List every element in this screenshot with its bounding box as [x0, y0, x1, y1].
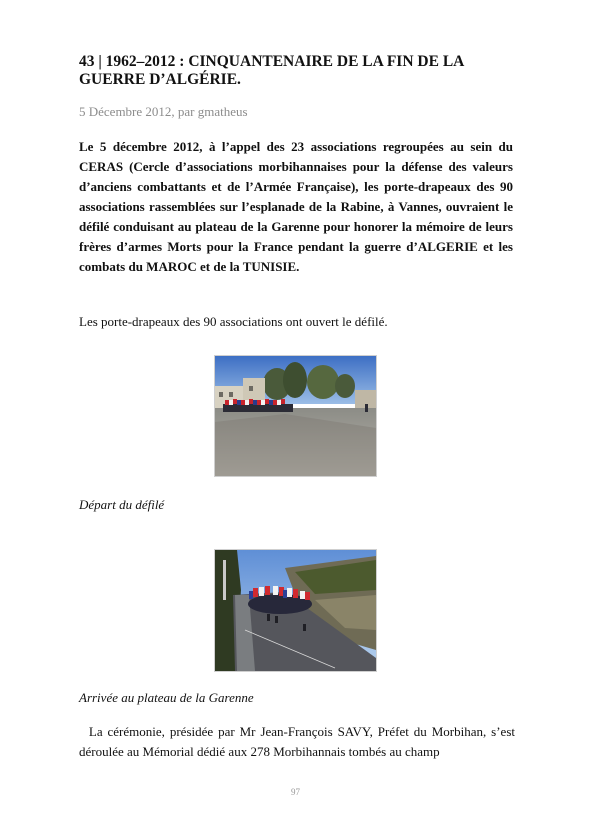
article-paragraph-2 — [79, 722, 515, 762]
article-lead-paragraph: Le 5 décembre 2012, à l’appel des 23 associations regroupées au sein du CERAS (Cercle d’associations morbihannaises pour la défense des valeurs d’anciens combattants et de l’Armée Française), les porte-drapeaux des 90 associations rassemblées sur l’esplanade de la Rabine, à Vannes, ouvraient le défilé conduisant au plateau de la Garenne pour honorer la mémoire de leurs frères d’armes Morts pour la France pendant la guerre d’ALGERIE et les combats du MAROC et de la TUNISIE. — [79, 139, 513, 274]
parade-arrival-photo — [214, 549, 377, 672]
photo-caption-departure: Départ du défilé — [79, 497, 165, 512]
article-title: 43 | 1962–2012 : CINQUANTENAIRE DE LA FIN DE LA GUERRE D’ALGÉRIE. — [79, 53, 464, 88]
article-paragraph-2-text: La cérémonie, présidée par Mr Jean-François SAVY, Préfet du Morbihan, s’est déroulée au Mémorial dédié aux 278 Morbihannais tombés au champ — [79, 724, 515, 759]
article-paragraph-1: Les porte-drapeaux des 90 associations ont ouvert le défilé. — [79, 314, 388, 329]
page-number: 97 — [291, 787, 300, 797]
article-byline: 5 Décembre 2012, par gmatheus — [79, 104, 248, 119]
photo-caption-arrival: Arrivée au plateau de la Garenne — [79, 690, 254, 705]
parade-departure-photo — [214, 355, 377, 477]
